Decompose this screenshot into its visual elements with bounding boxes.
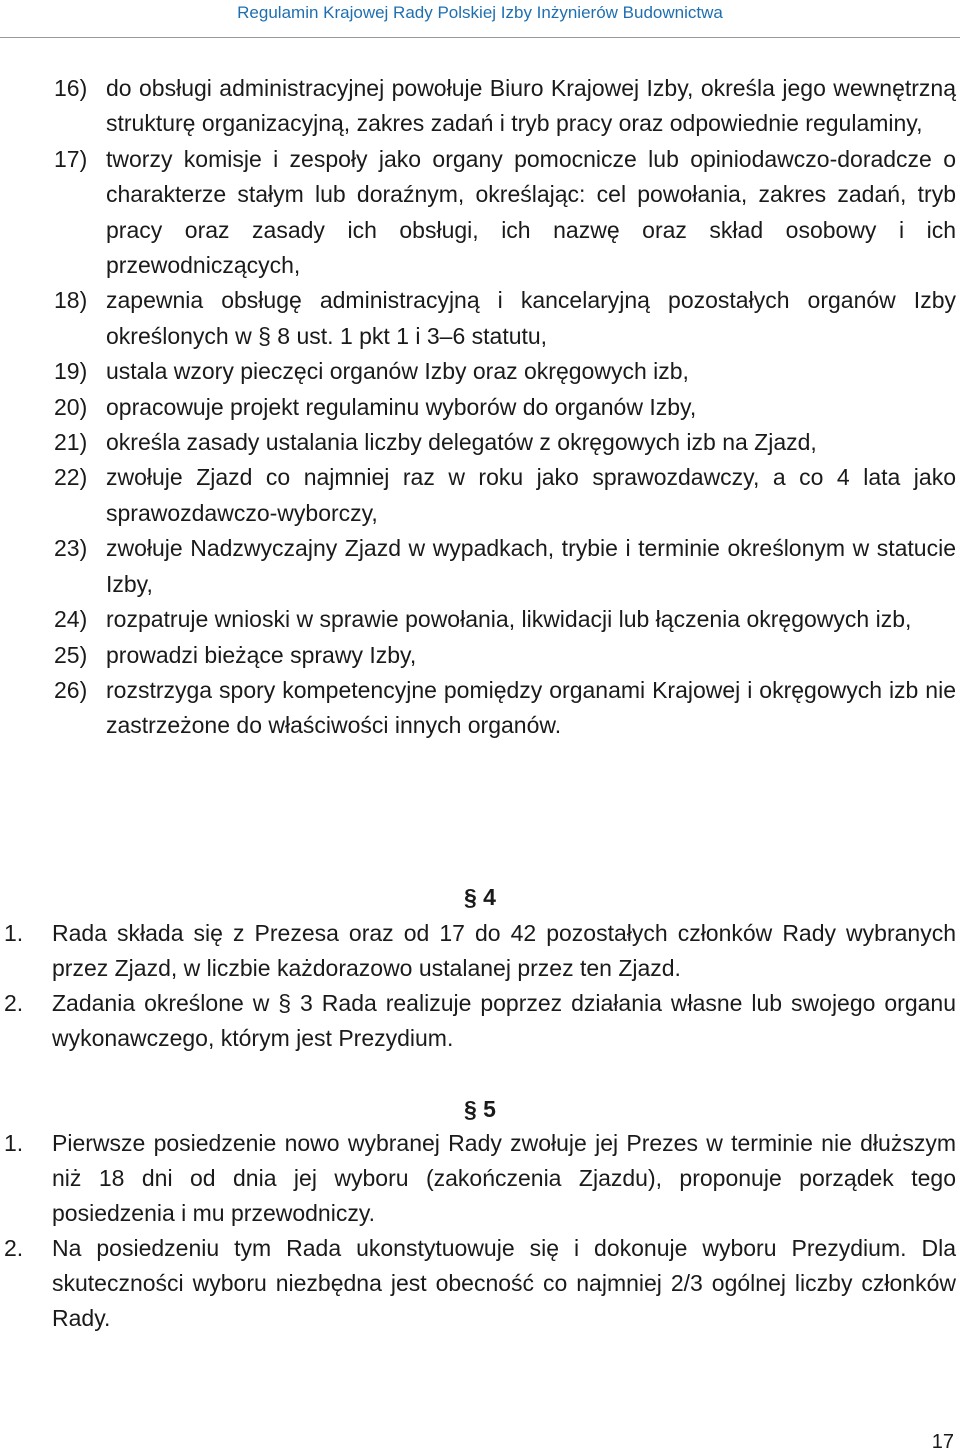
duties-list	[54, 71, 956, 744]
header-divider	[0, 37, 960, 38]
list-item	[54, 425, 956, 460]
section-5-heading: § 5	[464, 1096, 496, 1122]
list-item	[54, 673, 956, 744]
list-item-text: określa zasady ustalania liczby delegatów z okręgowych izb na Zjazd,	[106, 429, 817, 456]
list-item-number: 17)	[54, 145, 88, 172]
list-item	[54, 142, 956, 284]
list-item-number: 25)	[54, 641, 88, 668]
list-item	[54, 283, 956, 354]
list-item-text: do obsługi administracyjnej powołuje Biuro Krajowej Izby, określa jego wewnętrzną strukturę organizacyjną, zakres zadań i tryb pracy oraz odpowiednie regulaminy,	[106, 75, 956, 137]
paragraph	[4, 916, 956, 986]
page-number: 17	[931, 1431, 954, 1453]
list-item-number: 21)	[54, 429, 88, 456]
paragraph-number: 2.	[4, 990, 24, 1016]
list-item-number: 18)	[54, 287, 88, 314]
list-item-number: 23)	[54, 535, 88, 562]
list-item-number: 22)	[54, 464, 88, 491]
list-item	[54, 390, 956, 425]
list-item-number: 19)	[54, 358, 88, 385]
list-item-text: rozpatruje wnioski w sprawie powołania, likwidacji lub łączenia okręgowych izb,	[106, 606, 912, 633]
paragraph-number: 1.	[4, 920, 24, 946]
list-item-number: 16)	[54, 75, 88, 101]
paragraph-number: 1.	[4, 1130, 24, 1156]
section-4-heading: § 4	[464, 884, 496, 910]
paragraph-text: Rada składa się z Prezesa oraz od 17 do 42 pozostałych członków Rady wybranych przez Zjazd, w liczbie każdorazowo ustalanej przez ten Zjazd.	[52, 920, 956, 981]
paragraph	[4, 1231, 956, 1336]
list-item	[54, 354, 956, 389]
list-item-text: zwołuje Zjazd co najmniej raz w roku jako sprawozdawczy, a co 4 lata jako sprawozdawczo-wyborczy,	[106, 464, 956, 526]
list-item	[54, 460, 956, 531]
list-item-text: zapewnia obsługę administracyjną i kancelaryjną pozostałych organów Izby określonych w § 8 ust. 1 pkt 1 i 3–6 statutu,	[106, 287, 956, 349]
list-item-text: opracowuje projekt regulaminu wyborów do organów Izby,	[106, 393, 697, 420]
list-item	[54, 531, 956, 602]
list-item-number: 20)	[54, 393, 88, 420]
list-item-text: prowadzi bieżące sprawy Izby,	[106, 641, 417, 668]
list-item-text: tworzy komisje i zespoły jako organy pomocnicze lub opiniodawczo-doradcze o charakterze stałym lub doraźnym, określając: cel powołania, zakres zadań, tryb pracy oraz zasady ich obsługi, ich nazwę oraz skład osobowy i ich przewodniczących,	[106, 145, 956, 279]
paragraph-text: Zadania określone w § 3 Rada realizuje poprzez działania własne lub swojego organu wykonawczego, którym jest Prezydium.	[52, 990, 956, 1051]
paragraph	[4, 986, 956, 1056]
paragraph	[4, 1126, 956, 1231]
list-item	[54, 602, 956, 637]
list-item-number: 24)	[54, 606, 88, 633]
paragraph-text: Pierwsze posiedzenie nowo wybranej Rady zwołuje jej Prezes w terminie nie dłuższym niż 18 dni od dnia jej wyboru (zakończenia Zjazdu), proponuje porządek tego posiedzenia i mu przewodniczy.	[52, 1130, 956, 1226]
paragraph-number: 2.	[4, 1235, 24, 1261]
list-item-text: zwołuje Nadzwyczajny Zjazd w wypadkach, trybie i terminie określonym w statucie Izby,	[106, 535, 956, 597]
list-item-number: 26)	[54, 676, 88, 703]
section-4-paragraphs	[4, 916, 956, 1056]
list-item	[54, 71, 956, 142]
running-header: Regulamin Krajowej Rady Polskiej Izby Inżynierów Budownictwa	[237, 3, 723, 22]
list-item-text: rozstrzyga spory kompetencyjne pomiędzy organami Krajowej i okręgowych izb nie zastrzeżone do właściwości innych organów.	[106, 676, 956, 739]
paragraph-text: Na posiedzeniu tym Rada ukonstytuowuje się i dokonuje wyboru Prezydium. Dla skuteczności wyboru niezbędna jest obecność co najmniej 2/3 ogólnej liczby członków Rady.	[52, 1235, 956, 1331]
section-5-paragraphs	[4, 1126, 956, 1336]
list-item	[54, 638, 956, 673]
list-item-text: ustala wzory pieczęci organów Izby oraz okręgowych izb,	[106, 358, 689, 385]
